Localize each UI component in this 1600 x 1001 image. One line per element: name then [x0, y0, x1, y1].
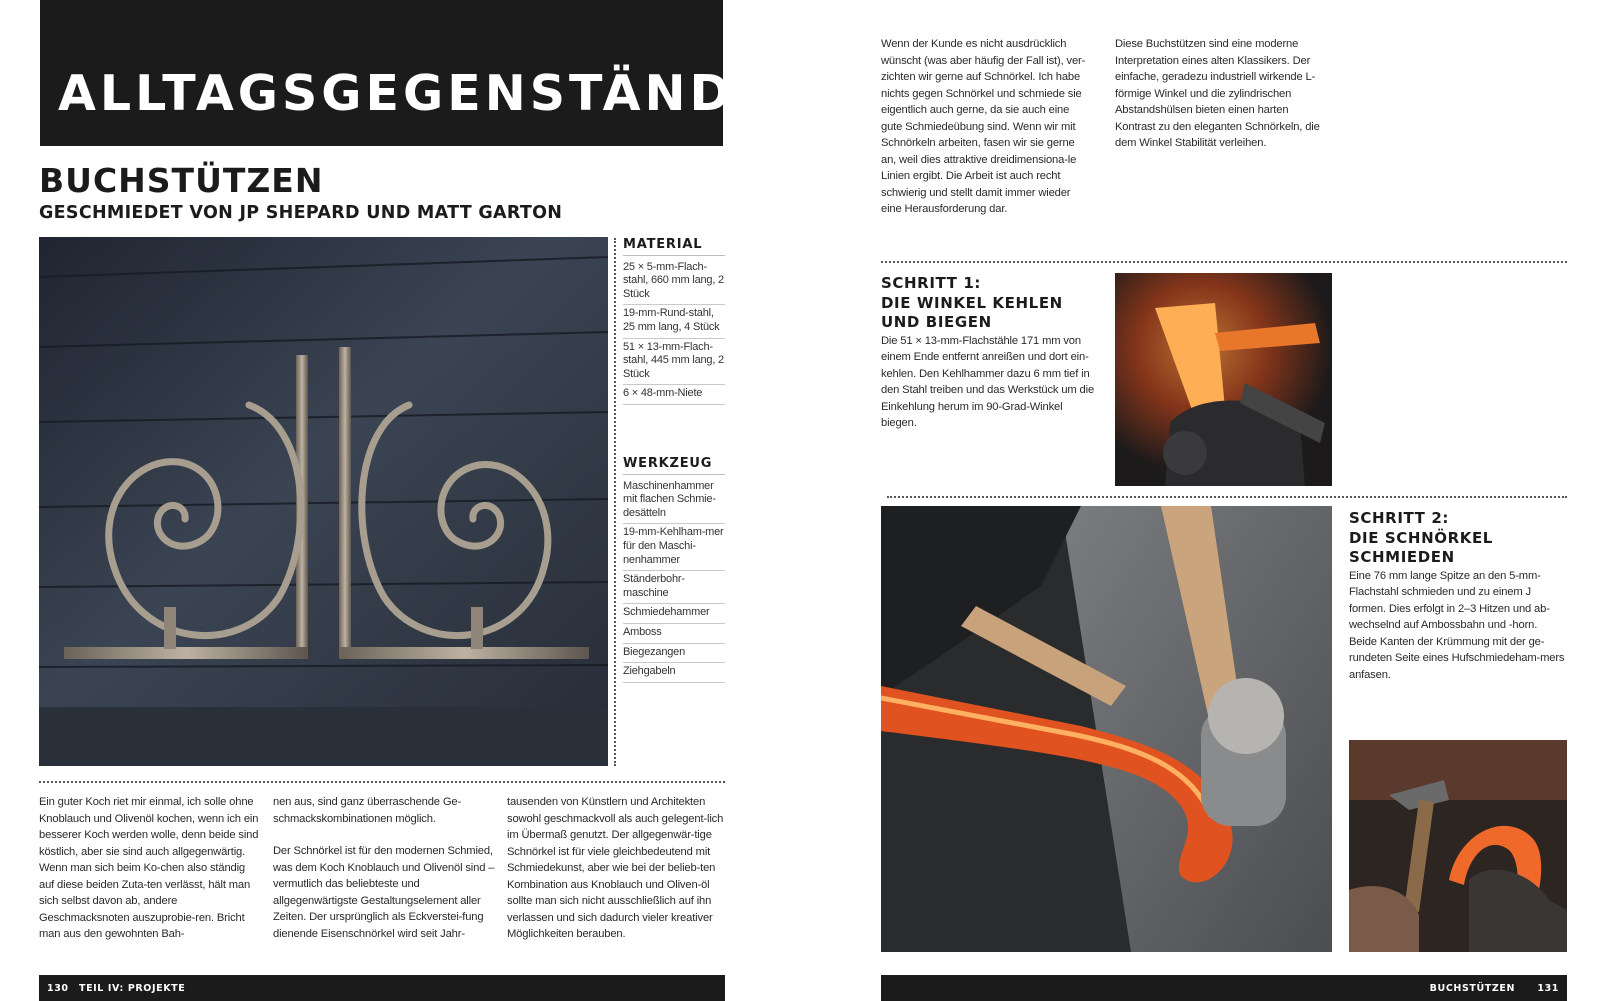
step2-block — [1349, 509, 1567, 683]
step1-heading — [881, 274, 1096, 333]
material-item: 6 × 48-mm-Niete — [623, 385, 725, 405]
step1-heading-line: DIE WINKEL KEHLEN — [881, 293, 1063, 312]
step2-photo-large — [881, 506, 1332, 952]
step1-photo — [1115, 273, 1332, 486]
body-paragraph: nen aus, sind ganz überraschende Ge-schmackskombinationen möglich. — [273, 796, 462, 825]
step2-heading-line: SCHRITT 2: — [1349, 509, 1449, 527]
material-item: 25 × 5-mm-Flach-stahl, 660 mm lang, 2 Stück — [623, 259, 725, 306]
body-paragraph: Wenn der Kunde es nicht ausdrücklich wünscht (was aber häufig der Fall ist), ver-zichten wir gerne auf Schnörkel. Ich habe nichts gegen Schnörkel und schmiede sie eigentlich auch gerne, da sie auch eine gute Schmiedeübung sind. Wenn wir mit Schnörkeln arbeiten, fasen wir sie gerne an, weil dies attraktive dreidimensiona-le Linien ergibt. Die Arbeit ist auch recht schwierig und stellt damit immer wieder eine Herausforderung dar. — [881, 38, 1086, 215]
footer-right — [881, 975, 1567, 1001]
section-divider — [881, 261, 1567, 263]
bookends-photo — [39, 237, 608, 766]
body-paragraph: Ein guter Koch riet mir einmal, ich solle ohne Knoblauch und Olivenöl kochen, wenn ich ein besserer Koch werden wolle, denn beide sind köstlich, aber sie sind auch allgegenwärtig. Wenn man sich beim Ko-chen also ständig auf diese beiden Zuta-ten verlässt, hält man sich selbst davon ab, andere Geschmacksnoten auszuprobie-ren. Bricht man aus den gewohnten Bah- — [39, 796, 259, 940]
section-divider — [887, 496, 1567, 498]
material-heading: MATERIAL — [623, 238, 725, 256]
footer-left — [39, 975, 725, 1001]
step2-heading-line: SCHMIEDEN — [1349, 548, 1455, 566]
step1-heading-line: UND BIEGEN — [881, 313, 992, 331]
tool-list — [623, 457, 725, 683]
tool-item: Maschinenhammer mit flachen Schmie-desätteln — [623, 478, 725, 525]
step1-block — [881, 274, 1096, 432]
body-column-3 — [507, 794, 725, 959]
step2-heading — [1349, 509, 1567, 568]
step2-text: Eine 76 mm lange Spitze an den 5-mm-Flachstahl schmieden und zu einem J formen. Dies erfolgt in 2–3 Hitzen und ab-wechselnd auf Ambossbahn und -horn. Beide Kanten der Krümmung mit der ge-rundeten Seite eines Hufschmiedeham-mers anfasen. — [1349, 569, 1565, 681]
step2-photo-small — [1349, 740, 1567, 952]
project-subtitle: GESCHMIEDET VON JP SHEPARD UND MATT GARTON — [39, 203, 563, 223]
body-paragraph: tausenden von Künstlern und Architekten sowohl geschmackvoll als auch gelegent-lich im Übermaß genutzt. Der allgegenwär-tige Schnörkel ist für viele gleichbedeutend mit Schmiedekunst, aber wie bei der belieb-ten Kombination aus Knoblauch und Oliven-öl sollte man sich nicht ausschließlich auf ihn verlassen und sich dadurch vieler kreativer Möglichkeiten berauben. — [507, 796, 724, 940]
body-column-1 — [39, 794, 261, 959]
intro-column-2 — [1115, 36, 1325, 168]
step1-text: Die 51 × 13-mm-Flachstähle 171 mm von einem Ende entfernt anreißen und dort ein-kehlen. Den Kehlhammer dazu 6 mm tief in den Stahl treiben und das Werkstück um die Einkehlung herum im 90-Grad-Winkel biegen. — [881, 334, 1095, 429]
project-title: BUCHSTÜTZEN — [39, 161, 324, 200]
body-paragraph: Diese Buchstützen sind eine moderne Interpretation eines alten Klassikers. Der einfache, geradezu industriell wirkende L-förmige Winkel und die zylindrischen Abstandshülsen bieten einen harten Kontrast zu den eleganten Schnörkeln, die dem Winkel Stabilität verleihen. — [1115, 38, 1320, 149]
tool-item: Amboss — [623, 624, 725, 644]
chapter-title: ALLTAGSGEGENSTÄNDE — [58, 65, 772, 122]
material-item: 51 × 13-mm-Flach-stahl, 445 mm lang, 2 Stück — [623, 339, 725, 386]
tool-item: Ziehgabeln — [623, 663, 725, 683]
step2-heading-line: DIE SCHNÖRKEL — [1349, 528, 1493, 547]
tool-heading: WERKZEUG — [623, 457, 725, 475]
tool-item: Ständerbohr-maschine — [623, 571, 725, 604]
body-paragraph: Der Schnörkel ist für den modernen Schmied, was dem Koch Knoblauch und Olivenöl sind – vermutlich das beliebteste und allgegenwärtigste Gestaltungselement aller Zeiten. Der ursprünglich als Eckverstei-fung dienende Eisenschnörkel wird seit Jahr- — [273, 845, 495, 940]
section-divider — [39, 781, 725, 783]
material-item: 19-mm-Rund-stahl, 25 mm lang, 4 Stück — [623, 305, 725, 338]
footer-section: TEIL IV: PROJEKTE — [79, 983, 186, 994]
footer-section: BUCHSTÜTZEN — [1429, 983, 1515, 994]
tool-item: 19-mm-Kehlham-mer für den Maschi-nenhammer — [623, 524, 725, 571]
material-list — [623, 238, 725, 405]
sidebar-divider — [614, 238, 616, 766]
body-column-2 — [273, 794, 495, 958]
intro-column-1 — [881, 36, 1091, 234]
page-number: 130 — [47, 983, 69, 994]
tool-item: Schmiedehammer — [623, 604, 725, 624]
tool-item: Biegezangen — [623, 644, 725, 664]
page-number: 131 — [1537, 983, 1559, 994]
step1-heading-line: SCHRITT 1: — [881, 274, 981, 292]
